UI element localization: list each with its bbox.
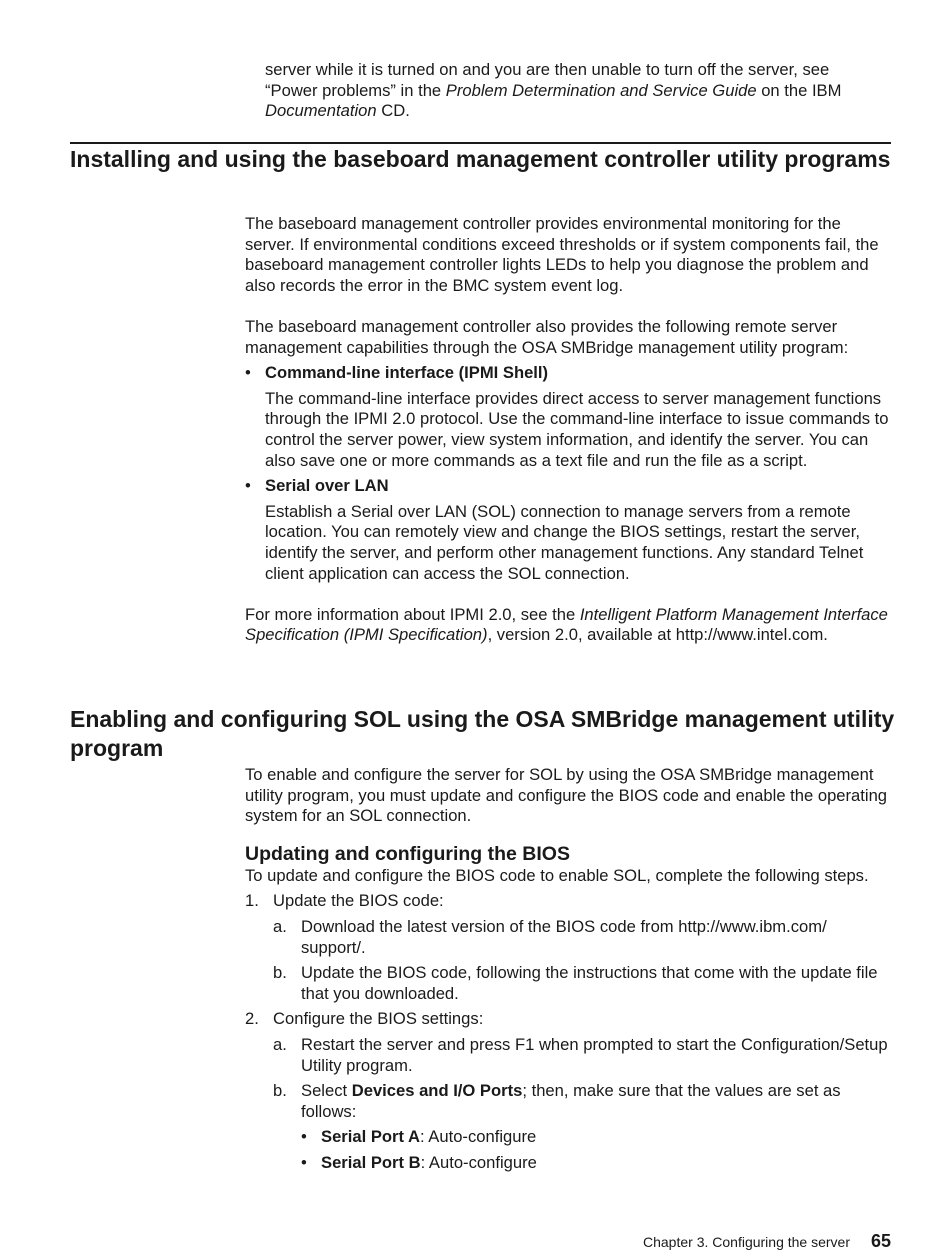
setting-item-serial-port-b [301, 1153, 895, 1174]
subsection-heading-bios: Updating and configuring the BIOS [245, 842, 570, 865]
bullet-marker: • [301, 1127, 307, 1147]
step-item-1 [245, 891, 895, 1004]
substep-text: Restart the server and press F1 when prompted to start the Configuration/Setup Utility program. [301, 1034, 888, 1075]
bullet-marker: • [245, 363, 251, 383]
section-sol-body [245, 765, 895, 1174]
setting-item-serial-port-a [301, 1127, 895, 1148]
paragraph-ipmi-reference: For more information about IPMI 2.0, see the Intelligent Platform Management Interface Specification (IPMI Specification), version 2.0, available at http://www.intel.com. [245, 604, 888, 645]
substep-item-2a [273, 1035, 895, 1076]
bullet-item-serial-over-lan [245, 476, 895, 584]
step-text: Configure the BIOS settings: [273, 1009, 484, 1029]
setting-label: Serial Port A [321, 1127, 420, 1147]
paragraph: The baseboard management controller also provides the following remote server management capabilities through the OSA SMBridge management utility program: [245, 316, 849, 357]
substep-text: Select Devices and I/O Ports; then, make sure that the values are set as follows: [301, 1081, 841, 1121]
bullet-marker: • [301, 1152, 307, 1172]
intro-paragraph: server while it is turned on and you are then unable to turn off the server, see “Power problems” in the Problem Determination and Service Guide on the IBM Documentation CD. [265, 60, 842, 121]
section-heading-bmc: Installing and using the baseboard management controller utility programs [70, 146, 891, 172]
paragraph: The baseboard management controller provides environmental monitoring for the server. If environmental conditions exceed thresholds or if system components fail, the baseboard management controller lights LEDs to help you diagnose the problem and also records the error in the BMC system event log. [245, 214, 879, 295]
substep-letter: a. [273, 916, 287, 936]
bullet-item-ipmi-shell [245, 363, 895, 471]
setting-value: : Auto-configure [420, 1152, 537, 1172]
bullet-body: Establish a Serial over LAN (SOL) connection to manage servers from a remote location. You can remotely view and change the BIOS settings, restart the server, identify the server, and perform other management functions. Any standard Telnet client application can access the SOL connection. [265, 501, 864, 583]
bullet-title: Command-line interface (IPMI Shell) [265, 363, 549, 383]
paragraph: To update and configure the BIOS code to enable SOL, complete the following steps. [245, 865, 869, 885]
section-divider [70, 142, 891, 144]
step-number: 2. [245, 1009, 259, 1029]
substep-item-1a [273, 917, 895, 958]
section-heading-sol: Enabling and configuring SOL using the OSA SMBridge management utility program [70, 706, 895, 761]
footer-chapter-title: Chapter 3. Configuring the server [643, 1234, 850, 1250]
substep-letter: b. [273, 1081, 287, 1101]
bullet-title: Serial over LAN [265, 476, 389, 496]
substep-letter: a. [273, 1034, 287, 1054]
bullet-marker: • [245, 476, 251, 496]
footer-page-number: 65 [870, 1231, 891, 1251]
step-number: 1. [245, 891, 259, 911]
paragraph: To enable and configure the server for SOL by using the OSA SMBridge management utility program, you must update and configure the BIOS code and enable the operating system for an SOL connection. [245, 765, 888, 826]
bullet-body: The command-line interface provides direct access to server management functions through the IPMI 2.0 protocol. Use the command-line interface to issue commands to control the server power, view system information, and identify the server. You can also save one or more commands as a text file and run the file as a script. [265, 388, 889, 470]
step-item-2 [245, 1009, 895, 1173]
substep-text: Download the latest version of the BIOS code from http://www.ibm.com/ support/. [301, 916, 827, 957]
setting-label: Serial Port B [321, 1152, 421, 1172]
substep-letter: b. [273, 963, 287, 983]
setting-value: : Auto-configure [419, 1127, 537, 1147]
substep-item-2b [273, 1081, 895, 1173]
substep-item-1b [273, 963, 895, 1004]
substep-text: Update the BIOS code, following the instructions that come with the update file that you downloaded. [301, 963, 878, 1003]
section-bmc-body [245, 214, 895, 646]
step-text: Update the BIOS code: [273, 891, 444, 911]
